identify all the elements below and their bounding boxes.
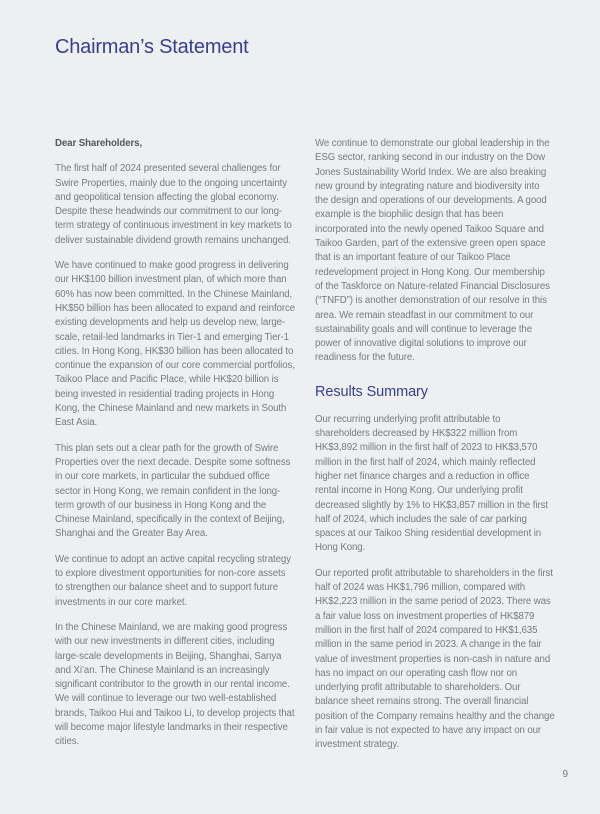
paragraph: In the Chinese Mainland, we are making good progress with our new investments in different cities, including large-scale developments in Beijing, Shanghai, Sanya and Xi’an. The Chinese Mainland is an increasingly significant contributor to the growth in our rental income. We will continue to leverage our two well-established brands, Taikoo Hui and Taikoo Li, to develop projects that will become major lifestyle landmarks in their respective cities. bbox=[55, 621, 295, 748]
right-column bbox=[315, 137, 555, 764]
paragraph: Our reported profit attributable to shareholders in the first half of 2024 was HK$1,796 million, compared with HK$2,223 million in the same period of 2023. There was a fair value loss on investment properties of HK$879 million in the first half of 2024 compared to HK$1,635 million in the same period in 2023. A change in the fair value of investment properties is non-cash in nature and has no impact on our operating cash flow nor on underlying profit attributable to shareholders. Our balance sheet remains strong. The overall financial position of the Company remains healthy and the change in fair value is not expected to have any impact on our investment strategy. bbox=[315, 567, 555, 751]
paragraph: We have continued to make good progress in delivering our HK$100 billion investment plan, of which more than 60% has now been committed. In the Chinese Mainland, HK$50 billion has been allocated to expand and reinforce existing developments and help us develop new, large-scale, retail-led landmarks in Tier-1 and emerging Tier-1 cities. In Hong Kong, HK$30 billion has been allocated to continue the expansion of our core commercial portfolios, Taikoo Place and Pacific Place, while HK$20 billion is being invested in residential trading projects in Hong Kong, the Chinese Mainland and new markets in South East Asia. bbox=[55, 260, 295, 429]
paragraph: Our recurring underlying profit attributable to shareholders decreased by HK$322 million from HK$3,892 million in the first half of 2023 to HK$3,570 million in the first half of 2024, which mainly reflected higher net finance charges and a reduction in office rental income in Hong Kong. Our underlying profit decreased slightly by 1% to HK$3,857 million in the first half of 2024, which includes the sale of car parking spaces at our Taikoo Shing residential development in Hong Kong. bbox=[315, 413, 548, 554]
paragraph: We continue to adopt an active capital recycling strategy to explore divestment opportunities for non-core assets to strengthen our balance sheet and to support future investments in our core market. bbox=[55, 553, 291, 608]
text-columns bbox=[55, 137, 560, 764]
paragraph: This plan sets out a clear path for the growth of Swire Properties over the next decade. Despite some softness in our core markets, in particular the subdued office sector in Hong Kong, we remain confident in the long-term growth of our business in Hong Kong and the Chinese Mainland, specifically in the context of Beijing, Shanghai and the Greater Bay Area. bbox=[55, 442, 291, 540]
page-title: Chairman’s Statement bbox=[55, 36, 249, 58]
page-number: 9 bbox=[562, 769, 568, 780]
salutation: Dear Shareholders, bbox=[55, 138, 143, 149]
section-heading-results-summary: Results Summary bbox=[315, 383, 428, 400]
paragraph: The first half of 2024 presented several challenges for Swire Properties, mainly due to the ongoing uncertainty and geopolitical tension affecting the global economy. Despite these headwinds our commitment to our long-term strategy of continuous investment in key markets to deliver sustainable dividend growth remains unchanged. bbox=[55, 163, 292, 246]
left-column bbox=[55, 137, 295, 764]
paragraph: We continue to demonstrate our global leadership in the ESG sector, ranking second in our industry on the Dow Jones Sustainability World Index. We are also breaking new ground by integrating nature and biodiversity into the design and operations of our developments. A good example is the biophilic design that has been incorporated into the newly opened Taikoo Square and Taikoo Garden, part of the extensive green open space that is an important feature of our Taikoo Place redevelopment project in Hong Kong. Our membership of the Taskforce on Nature-related Financial Disclosures (“TNFD”) is another demonstration of our resolve in this area. We remain steadfast in our commitment to our sustainability goals and will continue to leverage the power of innovative digital solutions to improve our readiness for the future. bbox=[315, 138, 550, 364]
